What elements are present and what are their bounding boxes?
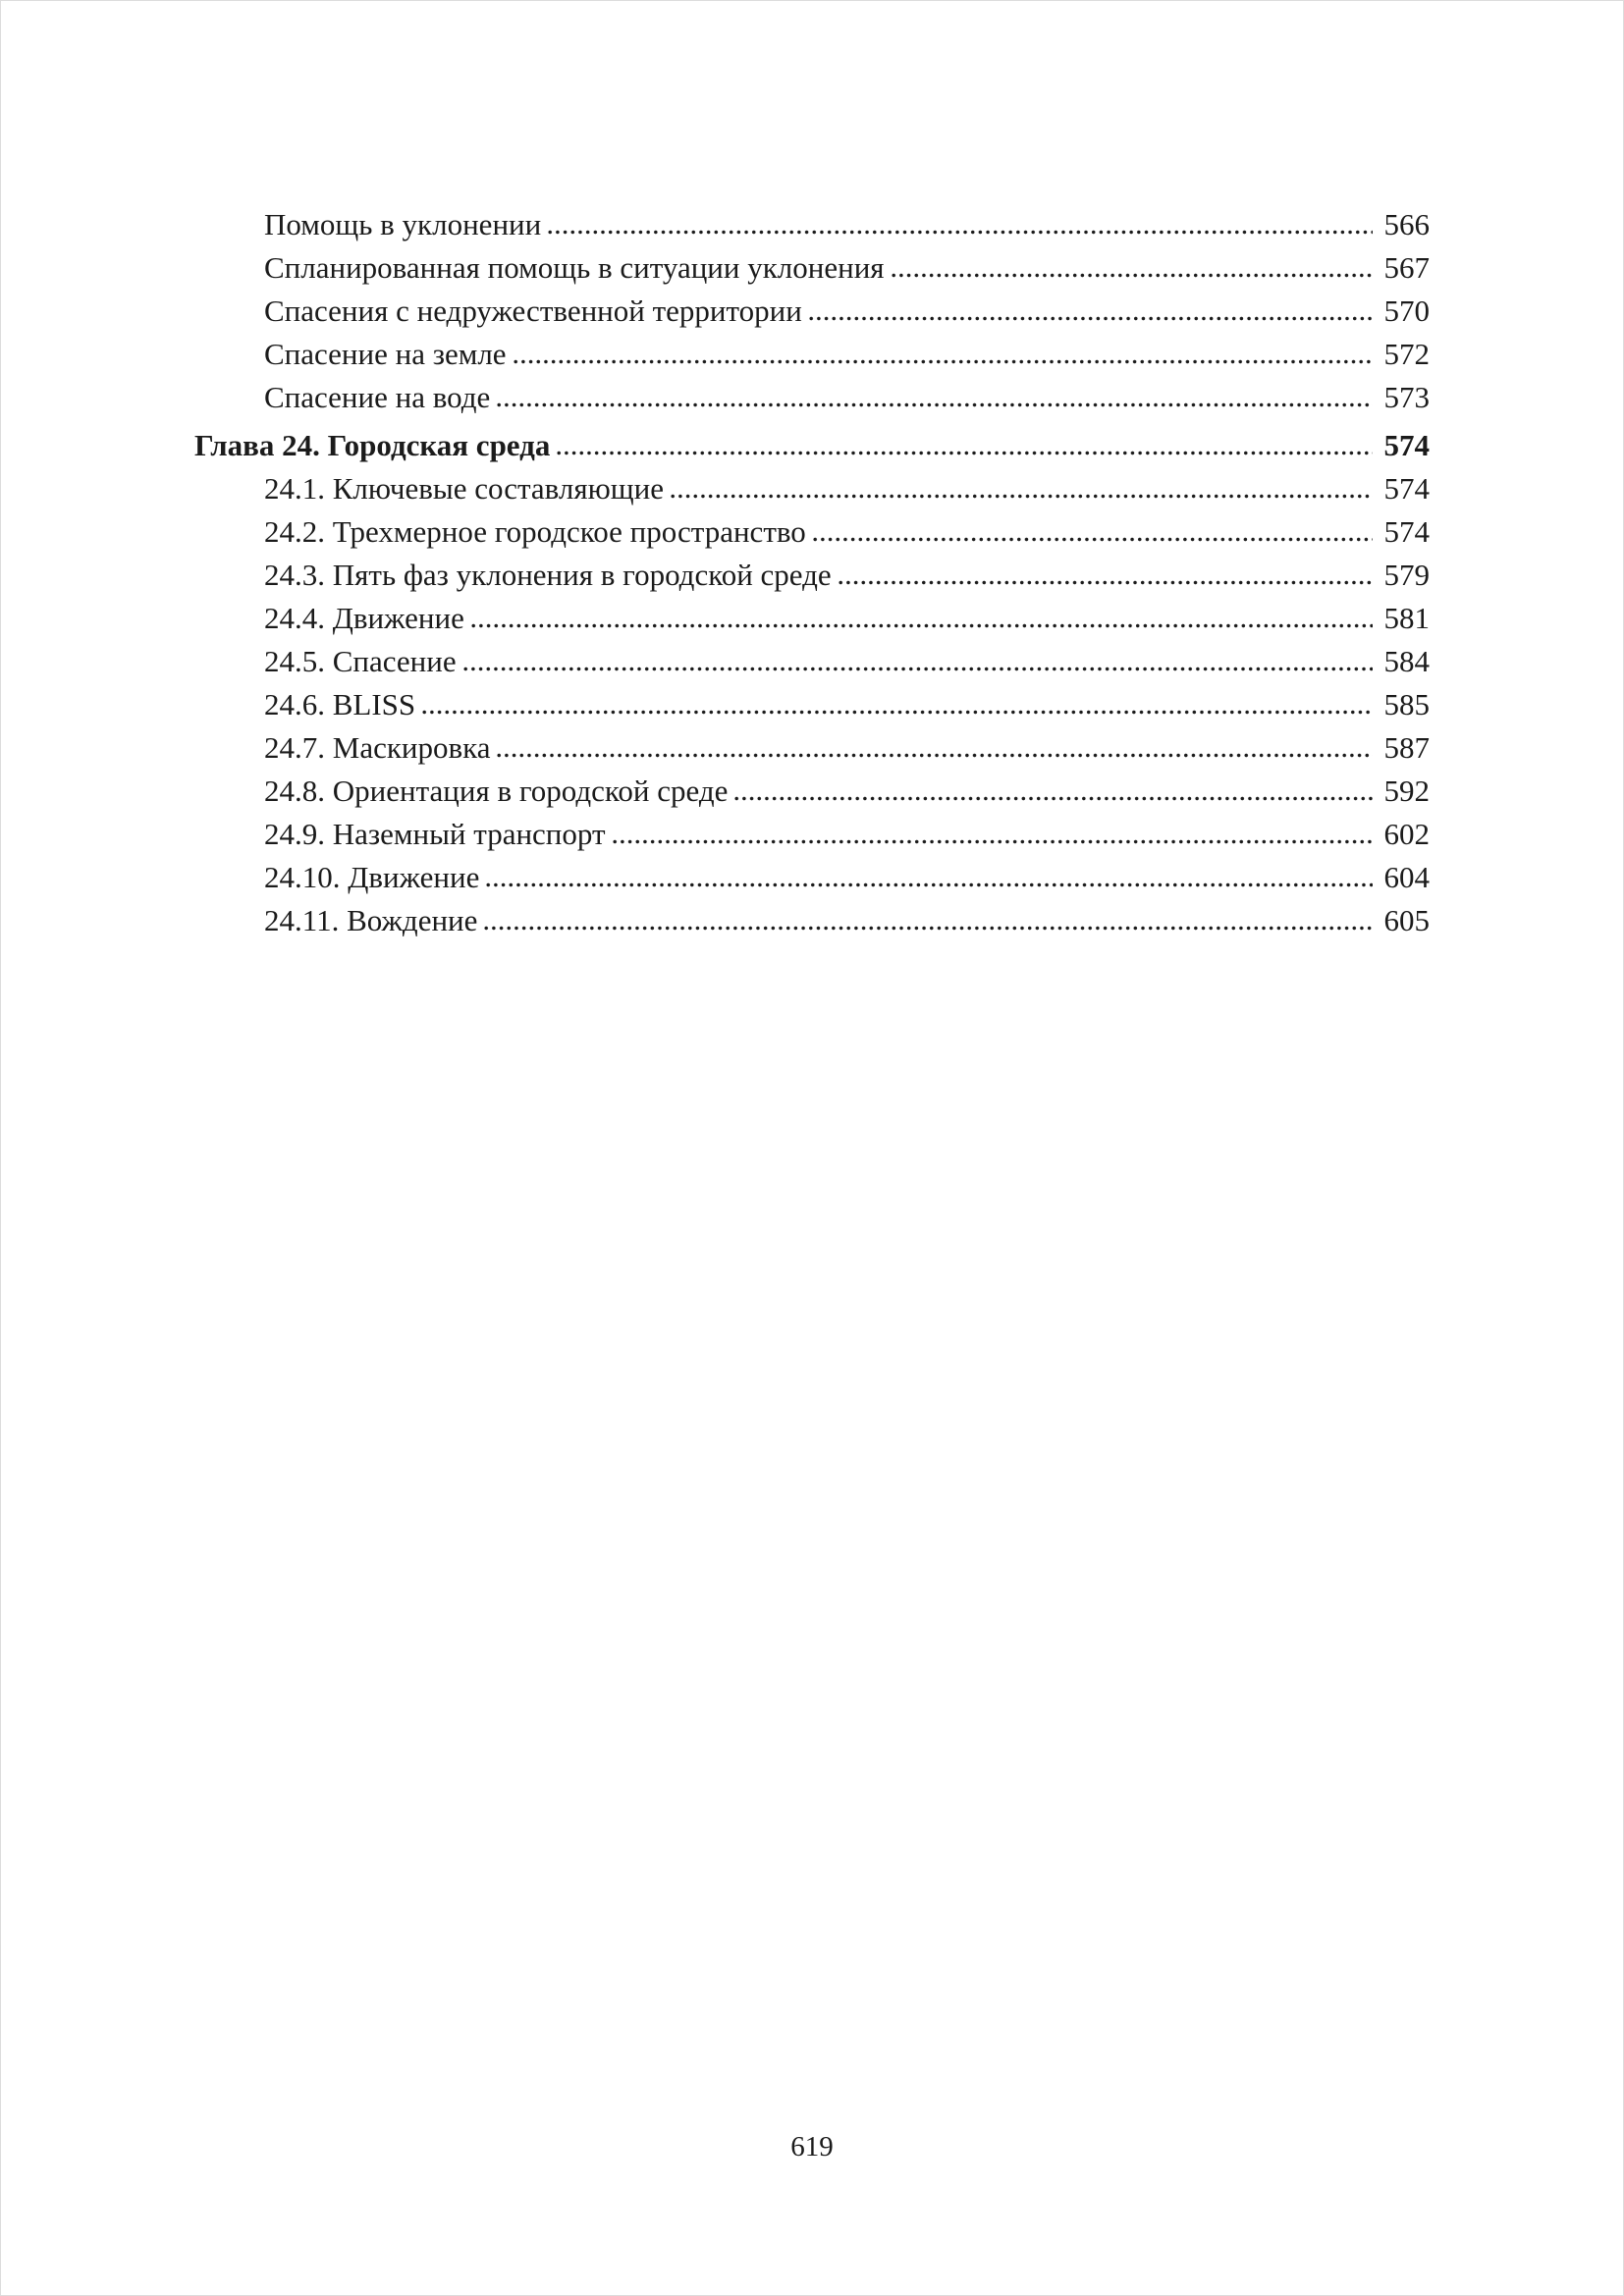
toc-leader-dots [839,580,1373,585]
toc-entry-page: 566 [1383,207,1430,241]
toc-leader-dots [734,796,1373,801]
toc-leader-dots [484,926,1373,931]
toc-entry-page: 574 [1383,471,1430,506]
toc-entry-label: 24.6. BLISS [264,687,416,721]
toc-entry [194,813,1430,856]
toc-entry-page: 573 [1383,380,1430,414]
toc-leader-dots [613,839,1373,844]
toc-entry [194,333,1430,376]
toc-leader-dots [671,494,1373,499]
toc-entry-page: 602 [1383,817,1430,851]
toc-leader-dots [497,402,1373,407]
toc-entry-page: 592 [1383,774,1430,808]
toc-entry-page: 587 [1383,730,1430,765]
toc-entry [194,376,1430,419]
toc-entry-page: 570 [1383,294,1430,328]
toc-entry [194,203,1430,246]
toc-entry-page: 574 [1383,514,1430,549]
toc-entry-label: 24.11. Вождение [264,903,478,937]
toc-entry-page: 572 [1383,337,1430,371]
toc-entry [194,597,1430,640]
toc-entry-label: 24.8. Ориентация в городской среде [264,774,729,808]
page-footer [0,2130,1624,2163]
toc-entry-page: 585 [1383,687,1430,721]
toc-entry-label: 24.5. Спасение [264,644,457,678]
toc-entry [194,640,1430,683]
toc-leader-dots [422,710,1373,715]
toc-entry [194,554,1430,597]
toc-leader-dots [548,230,1373,235]
toc-leader-dots [892,273,1373,278]
toc-leader-dots [809,316,1373,321]
toc-entry [194,683,1430,726]
toc-entry-label: 24.2. Трехмерное городское пространство [264,514,806,549]
toc-entry-label: 24.3. Пять фаз уклонения в городской среде [264,558,832,592]
toc-entry-page: 581 [1383,601,1430,635]
toc-entry-label: 24.1. Ключевые составляющие [264,471,665,506]
toc-entry-page: 604 [1383,860,1430,894]
toc-entry-label: Помощь в уклонении [264,207,542,241]
toc-entry-page: 567 [1383,250,1430,285]
toc-entry [194,856,1430,899]
toc-entry-label: Глава 24. Городская среда [194,428,551,462]
toc-leader-dots [497,753,1373,758]
toc-entry [194,467,1430,510]
toc-entry [194,246,1430,290]
toc-entry-page: 605 [1383,903,1430,937]
toc-entry [194,770,1430,813]
toc-leader-dots [514,359,1373,364]
toc-leader-dots [557,451,1373,455]
toc-entry [194,424,1430,467]
toc-leader-dots [463,667,1373,671]
toc-entry-label: Спасение на воде [264,380,491,414]
toc-entry-label: 24.10. Движение [264,860,480,894]
footer-page-number: 619 [790,2131,834,2163]
toc-entry [194,290,1430,333]
toc-leader-dots [813,537,1373,542]
toc-leader-dots [486,882,1373,887]
toc-entry [194,510,1430,554]
toc-entry-label: Спланированная помощь в ситуации уклонения [264,250,885,285]
toc-entry-label: 24.7. Маскировка [264,730,491,765]
table-of-contents [194,203,1430,942]
toc-entry-label: 24.9. Наземный транспорт [264,817,606,851]
toc-entry-page: 579 [1383,558,1430,592]
toc-entry-page: 584 [1383,644,1430,678]
toc-entry [194,899,1430,942]
toc-entry [194,726,1430,770]
toc-leader-dots [471,623,1373,628]
toc-entry-label: 24.4. Движение [264,601,464,635]
toc-entry-label: Спасения с недружественной территории [264,294,802,328]
toc-entry-label: Спасение на земле [264,337,507,371]
toc-entry-page: 574 [1383,428,1430,462]
